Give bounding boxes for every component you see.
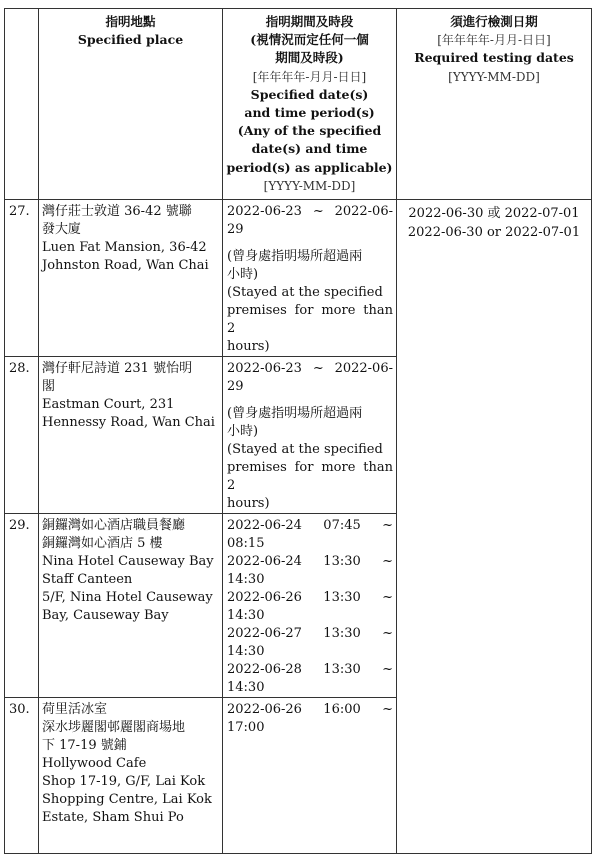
header-period-zh-3: 期間及時段) [275, 50, 344, 66]
header-place-en: Specified place [77, 32, 184, 48]
stay-note-en: hours) [227, 496, 270, 511]
place-cell [39, 514, 223, 698]
place-zh: 閣 [42, 379, 56, 394]
stay-note-en: (Stayed at the specified [227, 442, 383, 457]
header-testing-en: Required testing dates [414, 50, 574, 66]
stay-note-zh: 小時) [227, 424, 259, 439]
header-period-zh-1: 指明期間及時段 [265, 14, 354, 29]
specified-places-table [4, 8, 592, 854]
place-en: Estate, Sham Shui Po [42, 810, 184, 825]
place-cell [39, 698, 223, 854]
place-zh: 銅鑼灣如心酒店 5 樓 [42, 536, 163, 551]
header-period-en-1: Specified date(s) [250, 86, 369, 102]
header-place-cell [39, 9, 223, 200]
header-period-format-zh: [年年年年-月月-日日] [252, 69, 367, 84]
header-testing-zh: 須進行檢測日期 [450, 14, 538, 29]
table-row [5, 200, 592, 357]
header-period-format-en: [YYYY-MM-DD] [263, 178, 356, 193]
period-value: 2022-06-23 ~ 2022-06-29 [227, 204, 393, 237]
period-value: 2022-06-24 13:30 ~ 14:30 [227, 554, 393, 587]
place-zh: 灣仔軒尼詩道 231 號怡明 [42, 361, 193, 376]
period-value: 2022-06-28 13:30 ~ 14:30 [227, 662, 393, 695]
place-en: Hollywood Cafe [42, 756, 147, 771]
table-header-row [5, 9, 592, 200]
period-cell [223, 514, 397, 698]
row-number: 28. [5, 357, 39, 514]
period-value: 2022-06-23 ~ 2022-06-29 [227, 361, 393, 394]
place-zh: 下 17-19 號鋪 [42, 738, 127, 753]
period-cell [223, 200, 397, 357]
stay-note-zh: (曾身處指明場所超過兩 [227, 249, 363, 264]
row-number: 27. [5, 200, 39, 357]
stay-note-zh: 小時) [227, 267, 259, 282]
required-dates-en: 2022-06-30 or 2022-07-01 [407, 225, 581, 240]
place-en: Staff Canteen [42, 572, 133, 587]
stay-note-en: premises for more than 2 [227, 303, 393, 336]
place-en: 5/F, Nina Hotel Causeway [42, 590, 213, 605]
place-en: Nina Hotel Causeway Bay [42, 554, 214, 569]
header-testing-format-en: [YYYY-MM-DD] [448, 69, 540, 84]
place-en: Eastman Court, 231 [42, 397, 175, 412]
period-value: 2022-06-24 07:45 ~ 08:15 [227, 518, 393, 551]
place-cell [39, 200, 223, 357]
required-testing-dates-cell [397, 200, 592, 854]
header-testing-format-zh: [年年年年-月月-日日] [437, 33, 551, 48]
header-period-cell [223, 9, 397, 200]
place-zh: 銅鑼灣如心酒店職員餐廳 [42, 518, 186, 533]
place-zh: 灣仔莊士敦道 36-42 號聯 [42, 204, 192, 219]
place-cell [39, 357, 223, 514]
place-en: Johnston Road, Wan Chai [42, 258, 209, 273]
place-en: Bay, Causeway Bay [42, 608, 169, 623]
header-place-zh: 指明地點 [105, 14, 156, 29]
place-zh: 發大廈 [42, 222, 82, 237]
header-number-cell [5, 9, 39, 200]
place-zh: 深水埗麗閣邨麗閣商場地 [42, 720, 186, 735]
period-value: 2022-06-27 13:30 ~ 14:30 [227, 626, 393, 659]
header-testing-cell [397, 9, 592, 200]
stay-note-en: (Stayed at the specified [227, 285, 383, 300]
place-zh: 荷里活冰室 [42, 702, 108, 717]
period-cell [223, 698, 397, 854]
place-en: Luen Fat Mansion, 36-42 [42, 240, 207, 255]
header-period-en-5: period(s) as applicable) [226, 159, 393, 175]
place-en: Shopping Centre, Lai Kok [42, 792, 212, 807]
header-period-zh-2: (視情況而定任何一個 [250, 32, 369, 48]
row-number: 30. [5, 698, 39, 854]
header-period-en-4: date(s) and time [251, 141, 368, 157]
header-period-en-2: and time period(s) [244, 105, 375, 121]
stay-note-zh: (曾身處指明場所超過兩 [227, 406, 363, 421]
required-dates-zh: 2022-06-30 或 2022-07-01 [408, 206, 580, 221]
period-cell [223, 357, 397, 514]
place-en: Hennessy Road, Wan Chai [42, 415, 215, 430]
stay-note-en: hours) [227, 339, 270, 354]
row-number: 29. [5, 514, 39, 698]
stay-note-en: premises for more than 2 [227, 460, 393, 493]
place-en: Shop 17-19, G/F, Lai Kok [42, 774, 206, 789]
period-value: 2022-06-26 13:30 ~ 14:30 [227, 590, 393, 623]
period-value: 2022-06-26 16:00 ~ 17:00 [227, 702, 393, 735]
header-period-en-3: (Any of the specified [237, 123, 382, 139]
